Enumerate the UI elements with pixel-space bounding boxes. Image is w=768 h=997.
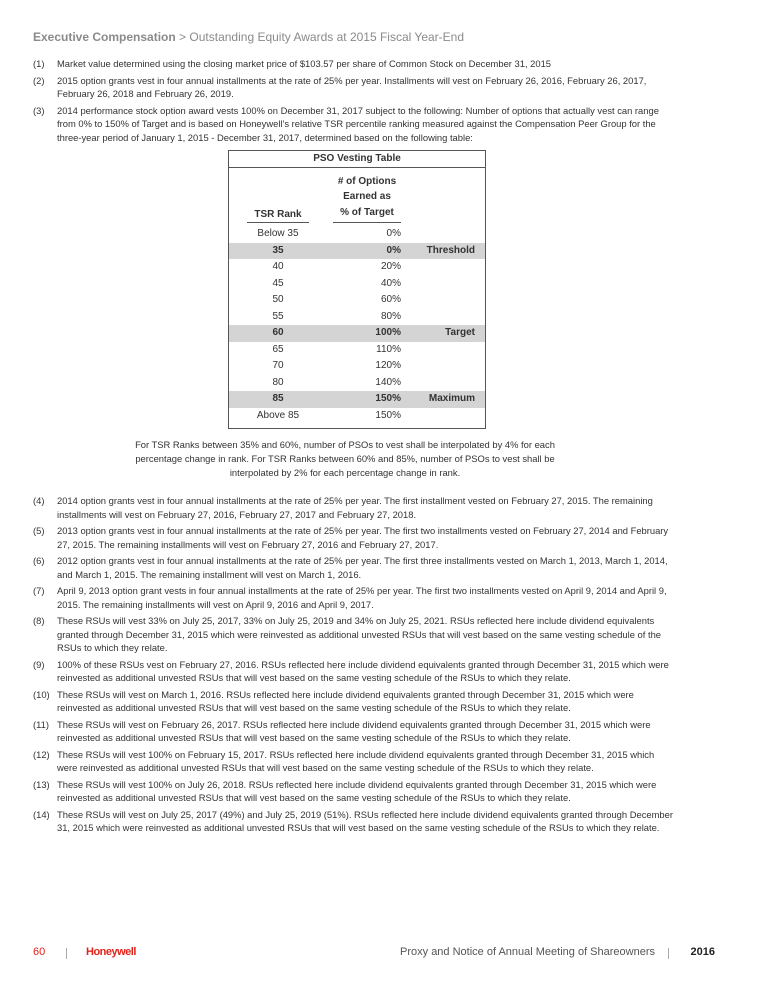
footnote-number: (5) <box>33 525 45 536</box>
footnote <box>33 778 673 805</box>
table-row <box>229 276 485 293</box>
footnote-number: (11) <box>33 718 49 730</box>
pct-cell: 0% <box>386 244 401 256</box>
footnote-number: (12) <box>33 748 50 760</box>
footnote-number: (9) <box>33 658 45 670</box>
footnote-text: 2012 option grants vest in four annual installments at the rate of 25% per year. The first three installments vested on March 1, 2013, March 1, 2014, and March 1, 2015. The remaining installment will vest on March 1, 2016. <box>57 555 668 580</box>
footnote-number: (6) <box>33 555 45 566</box>
pct-cell: 110% <box>376 343 401 355</box>
table-row <box>229 325 485 342</box>
table-row <box>229 342 485 359</box>
pct-cell-wrap <box>333 276 401 293</box>
footnote <box>33 74 673 101</box>
pct-cell: 100% <box>375 327 401 338</box>
footnote <box>33 554 673 581</box>
tsr-rank-cell: 80 <box>272 376 284 388</box>
footnote-number: (10) <box>33 688 50 700</box>
footnote-number: (8) <box>33 615 45 626</box>
honeywell-logo: Honeywell <box>86 946 136 958</box>
footnote-number: (2) <box>33 74 45 86</box>
page-number: 60 <box>33 946 46 958</box>
footnote-text: 2014 option grants vest in four annual installments at the rate of 25% per year. The first installment vested on February 27, 2015. The remaining installments will vest on February 27, 2016, February 27, 2017 and February 27, 2018. <box>57 495 653 520</box>
pct-cell-wrap <box>333 325 401 342</box>
pct-cell-wrap <box>333 259 401 276</box>
column-header-tsr-rank: TSR Rank <box>247 209 309 223</box>
header-line: Earned as <box>343 191 391 202</box>
footer-document-title: Proxy and Notice of Annual Meeting of Shareowners <box>400 946 655 958</box>
pct-cell-wrap <box>333 292 401 309</box>
footer-year: 2016 <box>690 946 715 958</box>
table-row <box>229 226 485 243</box>
pct-cell: 150% <box>375 409 401 421</box>
footnotes-bottom <box>33 494 673 835</box>
table-header <box>229 168 485 226</box>
footnote-number: (3) <box>33 104 45 116</box>
footnote-text: These RSUs will vest on February 26, 2017. RSUs reflected here include dividend equivalents granted through December 31, 2015 which were reinvested as additional unvested RSUs that will vest based on the same vesting schedule of the RSUs to which they relate. <box>57 718 651 743</box>
table-row <box>229 408 485 425</box>
tsr-rank-cell: 45 <box>272 277 284 289</box>
page-header <box>33 30 768 45</box>
table-row <box>229 292 485 309</box>
pct-cell: 140% <box>375 376 401 388</box>
table-row <box>229 243 485 260</box>
pct-cell-wrap <box>333 391 401 408</box>
footnote-text: 2014 performance stock option award vests 100% on December 31, 2017 subject to the following: Number of options that actually vest can range from 0% to 150% of Target and is based on Honeywell’s relative TSR percentile ranking measured against the Compensation Peer Group for the three-year period of January 1, 2015 - December 31, 2017, determined based on the following table: <box>57 104 659 143</box>
level-label-cell: Threshold <box>426 244 475 256</box>
tsr-rank-cell: 70 <box>272 360 284 371</box>
header-line: % of Target <box>340 206 394 218</box>
pct-cell: 120% <box>375 360 401 371</box>
footnote-text: These RSUs will vest on July 25, 2017 (49%) and July 25, 2019 (51%). RSUs reflected here include dividend equivalents granted through December 31, 2015 which were reinvested as additional unvested RSUs that will vest based on the same vesting schedule of the RSUs to which they relate. <box>57 808 673 833</box>
level-label-cell: Target <box>445 327 475 338</box>
pct-cell: 60% <box>380 294 401 305</box>
level-label-cell: Maximum <box>428 393 475 404</box>
pct-cell-wrap <box>333 342 401 359</box>
footnote <box>33 104 673 145</box>
tsr-rank-cell: 60 <box>272 327 284 338</box>
pct-cell-wrap <box>333 243 401 260</box>
footnote <box>33 688 673 715</box>
footnote <box>33 494 673 521</box>
pct-cell: 20% <box>380 261 401 272</box>
breadcrumb-separator: > <box>175 30 190 44</box>
table-title: PSO Vesting Table <box>229 151 485 168</box>
column-header-options-earned <box>333 174 401 224</box>
pso-vesting-table <box>228 150 486 429</box>
footnote-text: These RSUs will vest 33% on July 25, 2017, 33% on July 25, 2019 and 34% on July 25, 2021. RSUs reflected here include dividend equivalents granted through December 31, 2015 which were reinvested as additional unvested RSUs that will vest based on the same vesting schedule of the RSUs to which they relate. <box>57 615 662 653</box>
tsr-rank-cell: 50 <box>272 294 284 305</box>
tsr-rank-cell: 40 <box>272 261 284 272</box>
footnote-text: April 9, 2013 option grant vests in four annual installments at the rate of 25% per year. The first two installments vested on April 9, 2014 and April 9, 2015. The remaining installments will vest on April 9, 2016 and April 9, 2017. <box>57 585 667 610</box>
footnote-number: (7) <box>33 585 45 596</box>
footnote <box>33 808 673 835</box>
subsection-title: Outstanding Equity Awards at 2015 Fiscal Year-End <box>189 30 465 44</box>
tsr-rank-cell: Above 85 <box>256 409 300 421</box>
table-row <box>229 259 485 276</box>
pct-cell: 40% <box>380 277 401 289</box>
pct-cell-wrap <box>333 375 401 392</box>
section-title: Executive Compensation <box>33 30 176 44</box>
footnote-text: These RSUs will vest 100% on July 26, 2018. RSUs reflected here include dividend equivalents granted through December 31, 2015 which were reinvested as additional unvested RSUs that will vest based on the same vesting schedule of the RSUs to which they relate. <box>57 778 657 803</box>
footnote-text: Market value determined using the closing market price of $103.57 per share of Common Stock on December 31, 2015 <box>57 58 552 69</box>
footnote-number: (13) <box>33 778 50 790</box>
footnote-text: These RSUs will vest 100% on February 15, 2017. RSUs reflected here include dividend equivalents granted through December 31, 2015 which were reinvested as additional unvested RSUs that will vest based on the same vesting schedule of the RSUs to which they relate. <box>57 748 655 773</box>
table-note: For TSR Ranks between 35% and 60%, number of PSOs to vest shall be interpolated by 4% for each percentage change in rank. For TSR Ranks between 60% and 85%, number of PSOs to vest shall be interpolated by 2% for each percentage change in rank. <box>135 439 555 478</box>
pct-cell: 0% <box>386 228 401 239</box>
footnote-number: (4) <box>33 495 45 506</box>
table-row <box>229 375 485 392</box>
footnote <box>33 748 673 775</box>
footnote-number: (1) <box>33 58 45 69</box>
table-row <box>229 309 485 326</box>
footer-divider <box>668 948 669 959</box>
footnotes-top <box>33 57 673 144</box>
footnote <box>33 584 673 611</box>
pct-cell: 150% <box>375 393 401 404</box>
tsr-rank-cell: Below 35 <box>257 228 299 239</box>
header-line: # of Options <box>337 175 397 187</box>
footnote-text: 2015 option grants vest in four annual installments at the rate of 25% per year. Installments will vest on February 26, 2016, February 26, 2017, February 26, 2018 and February 26, 2019. <box>57 74 647 99</box>
footnote-text: These RSUs will vest on March 1, 2016. RSUs reflected here include dividend equivalents granted through December 31, 2015 which were reinvested as additional unvested RSUs that will vest based on the same vesting schedule of the RSUs to which they relate. <box>57 688 634 713</box>
footnote <box>33 658 673 685</box>
tsr-rank-cell: 35 <box>272 244 284 256</box>
footnote <box>33 718 673 745</box>
tsr-rank-cell: 85 <box>272 393 284 404</box>
page-content <box>0 30 768 838</box>
footnote <box>33 614 673 655</box>
tsr-rank-cell: 55 <box>272 310 284 322</box>
footer-divider <box>66 948 67 959</box>
table-row <box>229 391 485 408</box>
tsr-rank-cell: 65 <box>272 343 284 355</box>
footnote <box>33 57 673 71</box>
footnote-text: 2013 option grants vest in four annual installments at the rate of 25% per year. The first two installments vested on February 27, 2014 and February 27, 2015. The remaining installments will vest on February 27, 2016 and February 27, 2017. <box>57 525 669 550</box>
footnote-text: 100% of these RSUs vest on February 27, 2016. RSUs reflected here include dividend equivalents granted through December 31, 2015 which were reinvested as additional unvested RSUs that will vest based on the same vesting schedule of the RSUs to which they relate. <box>57 658 669 683</box>
pct-cell-wrap <box>333 408 401 425</box>
table-body <box>229 226 485 424</box>
pct-cell: 80% <box>380 310 401 322</box>
footnote <box>33 524 673 551</box>
footnote-number: (14) <box>33 808 50 820</box>
pct-cell-wrap <box>333 358 401 375</box>
pct-cell-wrap <box>333 309 401 326</box>
pct-cell-wrap <box>333 226 401 243</box>
table-row <box>229 358 485 375</box>
